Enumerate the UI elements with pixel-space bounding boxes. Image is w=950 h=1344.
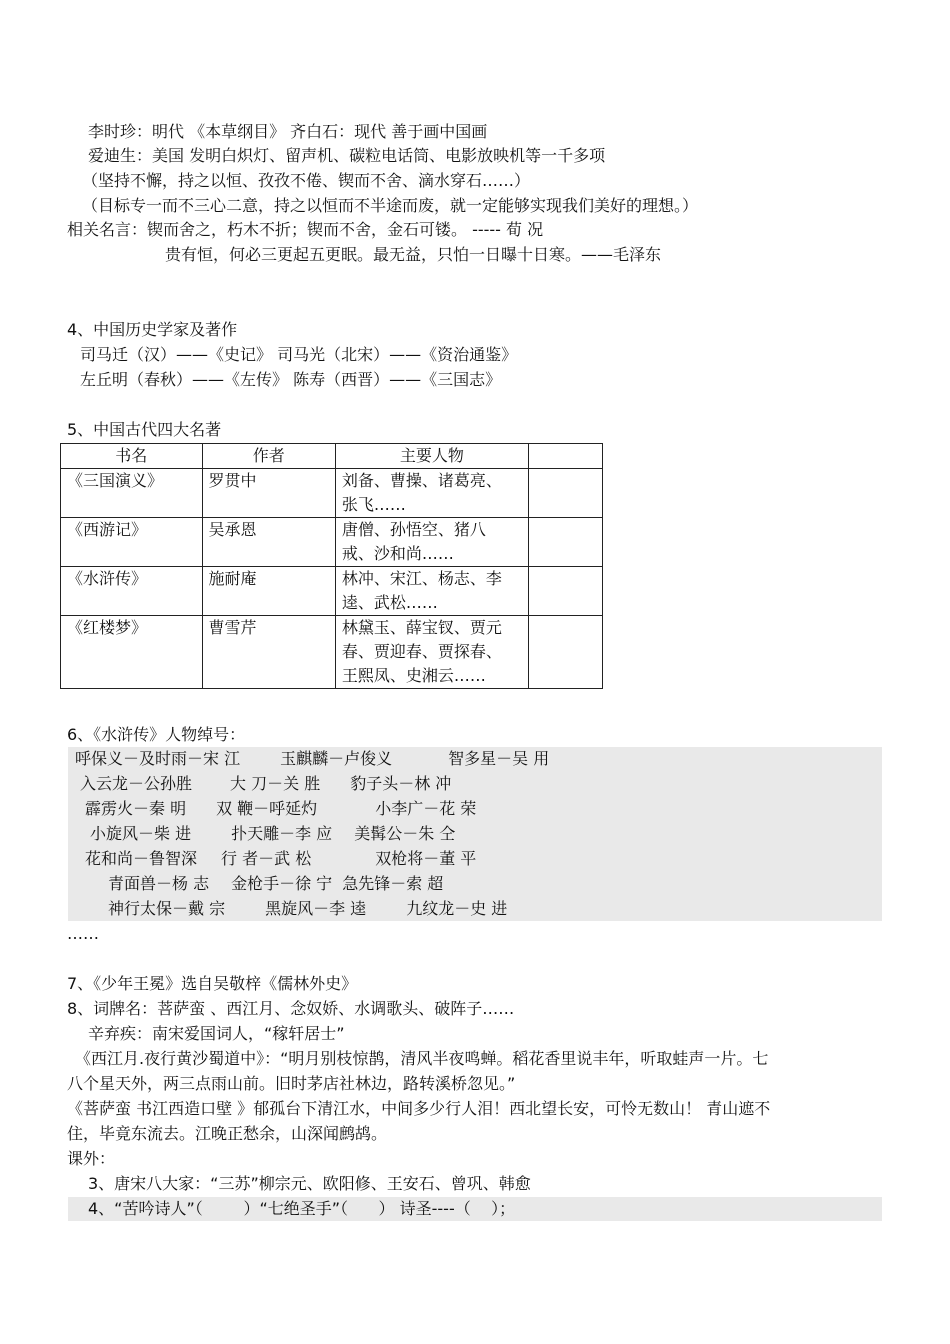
historian-line-2: 左丘明（春秋）——《左传》 陈寿（西晋）——《三国志》: [80, 370, 502, 389]
nickname-row: 小旋风－柴 进 扑天雕－李 应 美髯公－朱 仝: [90, 824, 456, 843]
book-author: 吴承恩: [202, 518, 335, 567]
book-title: 《水浒传》: [61, 567, 203, 616]
header-author: 作者: [202, 444, 335, 469]
section8-heading: 8、词牌名：菩萨蛮 、西江月、念奴娇、水调歌头、破阵子……: [67, 999, 515, 1018]
section4-heading: 4、中国历史学家及著作: [67, 320, 238, 339]
book-author: 曹雪芹: [202, 616, 335, 689]
book-characters: 刘备、曹操、诸葛亮、 张飞……: [335, 469, 528, 518]
header-book: 书名: [61, 444, 203, 469]
empty-cell: [528, 616, 602, 689]
intro-line-1: 李时珍：明代 《本草纲目》 齐白石：现代 善于画中国画: [88, 122, 488, 141]
nickname-row: 入云龙－公孙胜 大 刀－关 胜 豹子头－林 冲: [80, 774, 452, 793]
nickname-row: 霹雳火－秦 明 双 鞭－呼延灼 小李广－花 荣: [85, 799, 477, 818]
nickname-row: 青面兽－杨 志 金枪手－徐 宁 急先锋－索 超: [108, 874, 444, 893]
section5-heading: 5、中国古代四大名著: [67, 420, 222, 439]
nickname-row: 呼保义－及时雨－宋 江 玉麒麟－卢俊义 智多星－吴 用: [75, 749, 550, 768]
table-header-row: [61, 444, 603, 469]
header-empty: [528, 444, 602, 469]
book-author: 罗贯中: [202, 469, 335, 518]
section7-line: 7、《少年王冕》选自吴敬梓《儒林外史》: [67, 974, 358, 993]
quote-line-2: 贵有恒，何必三更起五更眠。最无益，只怕一日曝十日寒。——毛泽东: [165, 245, 662, 264]
poem2-line-2: 住，毕竟东流去。江晚正愁余，山深闻鹧鸪。: [67, 1124, 388, 1143]
classics-table: [60, 443, 603, 689]
empty-cell: [528, 518, 602, 567]
poem1-line-2: 八个星天外，两三点雨山前。旧时茅店社林边，路转溪桥忽见。”: [67, 1074, 516, 1093]
quote-line-1: 相关名言：锲而舍之，朽木不折；锲而不舍，金石可镂。 ----- 荀 况: [67, 220, 544, 239]
extra-item-4: 4、“苦吟诗人”（ ）“七绝圣手”（ ） 诗圣----（ ）；: [88, 1199, 516, 1218]
book-characters: 唐僧、孙悟空、猪八 戒、沙和尚……: [335, 518, 528, 567]
intro-line-2: 爱迪生：美国 发明白炽灯、留声机、碳粒电话筒、电影放映机等一千多项: [88, 146, 606, 165]
book-author: 施耐庵: [202, 567, 335, 616]
extra-label: 课外：: [67, 1149, 116, 1168]
table-row: [61, 567, 603, 616]
intro-line-4: （目标专一而不三心二意，持之以恒而不半途而废，就一定能够实现我们美好的理想。）: [82, 196, 699, 215]
table-row: [61, 518, 603, 567]
poet-intro: 辛弃疾：南宋爱国词人，“稼轩居士”: [88, 1024, 345, 1043]
poem2-line-1: 《菩萨蛮 书江西造口壁 》郁孤台下清江水，中间多少行人泪！西北望长安，可怜无数山！ 青山遮不: [67, 1099, 771, 1118]
book-title: 《西游记》: [61, 518, 203, 567]
table-row: [61, 469, 603, 518]
section6-heading: 6、《水浒传》人物绰号：: [67, 725, 246, 744]
empty-cell: [528, 567, 602, 616]
book-title: 《红楼梦》: [61, 616, 203, 689]
empty-cell: [528, 469, 602, 518]
nickname-row: 神行太保－戴 宗 黑旋风－李 逵 九纹龙－史 进: [108, 899, 508, 918]
nickname-ellipsis: ……: [67, 924, 99, 943]
book-characters: 林冲、宋江、杨志、李 逵、武松……: [335, 567, 528, 616]
book-characters: 林黛玉、薛宝钗、贾元 春、贾迎春、贾探春、 王熙凤、史湘云……: [335, 616, 528, 689]
historian-line-1: 司马迁（汉）——《史记》 司马光（北宋）——《资治通鉴》: [80, 345, 518, 364]
extra-item-3: 3、唐宋八大家：“三苏”柳宗元、欧阳修、王安石、曾巩、韩愈: [88, 1174, 531, 1193]
header-characters: 主要人物: [335, 444, 528, 469]
table-row: [61, 616, 603, 689]
nickname-row: 花和尚－鲁智深 行 者－武 松 双枪将－董 平: [85, 849, 477, 868]
intro-line-3: （坚持不懈，持之以恒、孜孜不倦、锲而不舍、滴水穿石……）: [82, 171, 531, 190]
poem1-line-1: 《西江月.夜行黄沙蜀道中》：“明月别枝惊鹊，清风半夜鸣蝉。稻花香里说丰年，听取蛙声一片。七: [75, 1049, 769, 1068]
book-title: 《三国演义》: [61, 469, 203, 518]
